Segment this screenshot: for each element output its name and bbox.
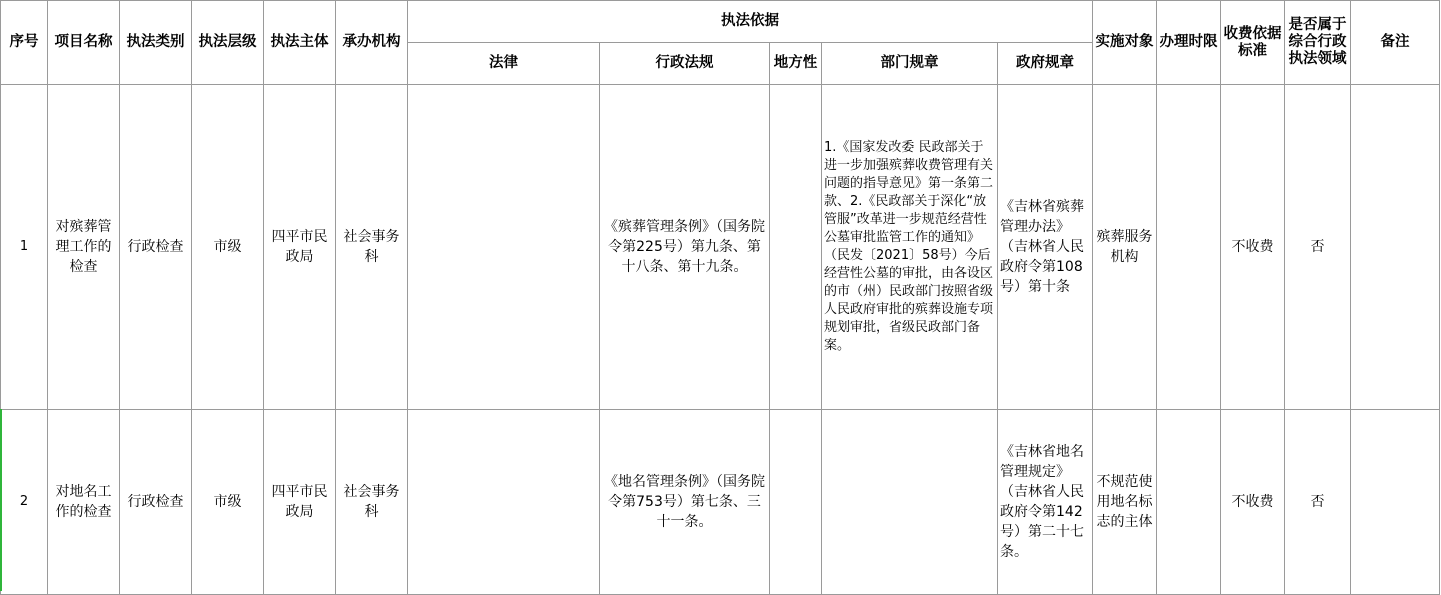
- cell-remarks: [1351, 410, 1440, 595]
- header-item-name: 项目名称: [48, 1, 120, 85]
- cell-handling-agency: 社会事务科: [336, 85, 408, 410]
- cell-law: [408, 410, 600, 595]
- header-handling-agency: 承办机构: [336, 1, 408, 85]
- cell-fee-basis: 不收费: [1221, 410, 1285, 595]
- cell-time-limit: [1157, 410, 1221, 595]
- cell-law: [408, 85, 600, 410]
- cell-enforcement-subject: 四平市民政局: [264, 410, 336, 595]
- cell-target: 殡葬服务机构: [1093, 85, 1157, 410]
- cell-item-name: 对殡葬管理工作的检查: [48, 85, 120, 410]
- cell-dept-rule: 1.《国家发改委 民政部关于进一步加强殡葬收费管理有关问题的指导意见》第一条第二款、2.《民政部关于深化“放管服”改革进一步规范经营性公墓审批监管工作的通知》（民发〔2021〕58号）今后经营性公墓的审批，由各设区的市（州）民政部门按照省级人民政府审批的殡葬设施专项规划审批，省级民政部门备案。: [822, 85, 998, 410]
- cell-local: [770, 410, 822, 595]
- cell-enforcement-level: 市级: [192, 410, 264, 595]
- header-local: 地方性: [770, 43, 822, 85]
- selection-edge-marker: [0, 409, 2, 591]
- cell-fee-basis: 不收费: [1221, 85, 1285, 410]
- cell-enforcement-level: 市级: [192, 85, 264, 410]
- cell-seq: 2: [1, 410, 48, 595]
- header-law: 法律: [408, 43, 600, 85]
- header-admin-regulation: 行政法规: [600, 43, 770, 85]
- header-enforcement-level: 执法层级: [192, 1, 264, 85]
- cell-time-limit: [1157, 85, 1221, 410]
- header-target: 实施对象: [1093, 1, 1157, 85]
- header-remarks: 备注: [1351, 1, 1440, 85]
- header-comprehensive: 是否属于综合行政执法领域: [1285, 1, 1351, 85]
- header-fee-basis: 收费依据标准: [1221, 1, 1285, 85]
- header-enforcement-subject: 执法主体: [264, 1, 336, 85]
- cell-admin-regulation: 《殡葬管理条例》（国务院令第225号）第九条、第十八条、第十九条。: [600, 85, 770, 410]
- cell-handling-agency: 社会事务科: [336, 410, 408, 595]
- cell-gov-rule: 《吉林省殡葬管理办法》（吉林省人民政府令第108号）第十条: [998, 85, 1093, 410]
- cell-comprehensive: 否: [1285, 410, 1351, 595]
- cell-admin-regulation: 《地名管理条例》（国务院令第753号）第七条、三十一条。: [600, 410, 770, 595]
- cell-dept-rule: [822, 410, 998, 595]
- cell-local: [770, 85, 822, 410]
- cell-enforcement-type: 行政检查: [120, 410, 192, 595]
- header-seq: 序号: [1, 1, 48, 85]
- cell-gov-rule: 《吉林省地名管理规定》（吉林省人民政府令第142号）第二十七条。: [998, 410, 1093, 595]
- header-dept-rule: 部门规章: [822, 43, 998, 85]
- table-row: [1, 410, 1440, 595]
- cell-enforcement-subject: 四平市民政局: [264, 85, 336, 410]
- cell-comprehensive: 否: [1285, 85, 1351, 410]
- header-gov-rule: 政府规章: [998, 43, 1093, 85]
- cell-remarks: [1351, 85, 1440, 410]
- table-row: [1, 85, 1440, 410]
- cell-target: 不规范使用地名标志的主体: [1093, 410, 1157, 595]
- cell-enforcement-type: 行政检查: [120, 85, 192, 410]
- cell-seq: 1: [1, 85, 48, 410]
- header-enforcement-type: 执法类别: [120, 1, 192, 85]
- header-basis-group: 执法依据: [408, 1, 1093, 43]
- cell-item-name: 对地名工作的检查: [48, 410, 120, 595]
- header-time-limit: 办理时限: [1157, 1, 1221, 85]
